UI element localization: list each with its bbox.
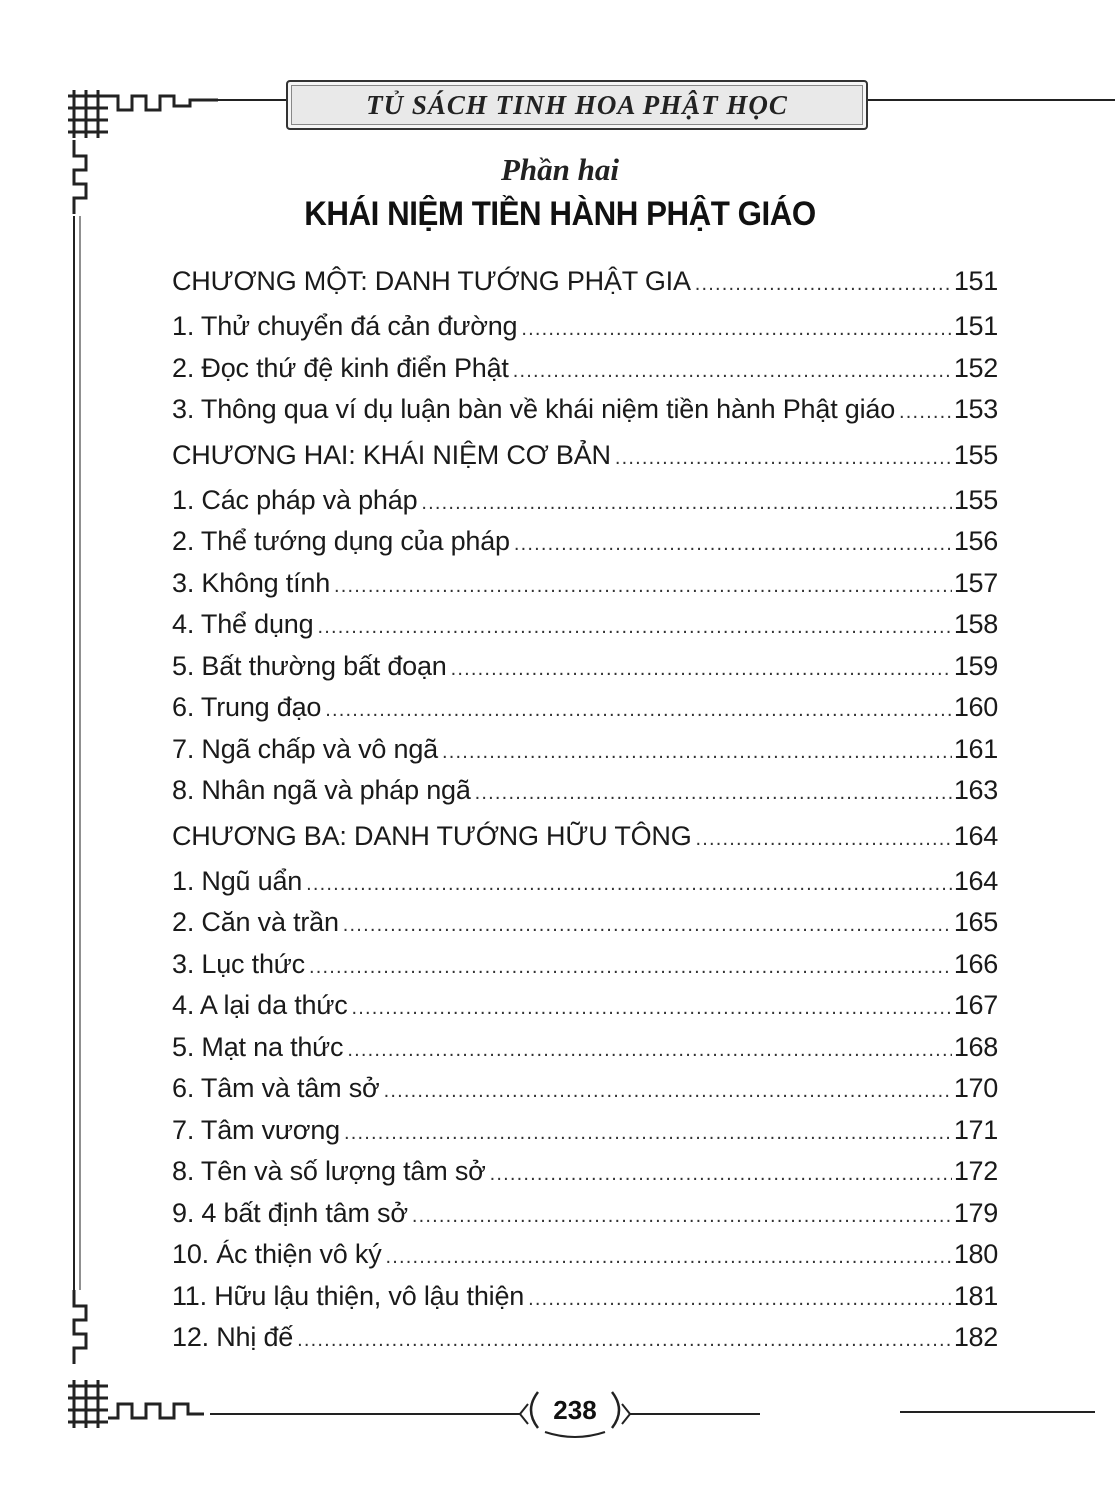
toc-entry-title: 5. Bất thường bất đoạn (172, 650, 447, 681)
toc-dot-leader (343, 905, 952, 947)
toc-entry-title: 8. Tên và số lượng tâm sở (172, 1156, 486, 1186)
toc-dot-leader (306, 864, 952, 906)
toc-page-number: 164 (953, 820, 998, 851)
toc-page-number: 180 (953, 1239, 998, 1269)
toc-chapter-title: CHƯƠNG BA: DANH TƯỚNG HỮU TÔNG (172, 820, 692, 851)
toc-page-number: 152 (953, 352, 998, 383)
toc-entry-row (172, 770, 998, 812)
toc-dot-leader (615, 434, 952, 483)
toc-entry-row (172, 1151, 998, 1193)
toc-page-number: 159 (953, 650, 998, 681)
toc-entry-title: 11. Hữu lậu thiện, vô lậu thiện (172, 1280, 525, 1311)
toc-entry-title: 9. 4 bất định tâm sở (172, 1197, 408, 1228)
toc-page-number: 151 (953, 266, 998, 296)
toc-page-number: 182 (953, 1322, 998, 1352)
toc-entry-row (172, 389, 998, 431)
toc-chapter-row (172, 257, 998, 306)
toc-entry-row (172, 729, 998, 771)
toc-page-number: 166 (953, 948, 998, 979)
toc-dot-leader (386, 1237, 952, 1279)
toc-dot-leader (352, 988, 952, 1030)
toc-entry-title: 10. Ác thiện vô ký (172, 1239, 382, 1269)
toc-entry-row (172, 944, 998, 986)
toc-page-number: 164 (953, 865, 998, 896)
toc-entry-title: 2. Đọc thứ đệ kinh điển Phật (172, 352, 509, 383)
toc-entry-title: 3. Lục thức (172, 948, 305, 979)
toc-page-number: 170 (953, 1073, 998, 1103)
toc-dot-leader (451, 649, 952, 691)
toc-entry-title: 1. Thử chuyển đá cản đường (172, 311, 518, 341)
toc-dot-leader (347, 1030, 951, 1072)
toc-chapter-title: CHƯƠNG MỘT: DANH TƯỚNG PHẬT GIA (172, 266, 691, 296)
toc-entry-row (172, 1276, 998, 1318)
toc-entry-row (172, 985, 998, 1027)
toc-page-number: 165 (953, 907, 998, 937)
toc-entry-title: 1. Ngũ uẩn (172, 865, 303, 896)
toc-dot-leader (317, 607, 951, 649)
toc-entry-title: 12. Nhị đế (172, 1322, 294, 1352)
toc-dot-leader (384, 1071, 952, 1113)
toc-page-number: 157 (953, 567, 998, 598)
toc-dot-leader (334, 566, 952, 608)
table-of-contents (172, 257, 998, 1359)
toc-entry-row (172, 306, 998, 348)
toc-entry-title: 1. Các pháp và pháp (172, 484, 418, 515)
toc-page-number: 153 (953, 394, 998, 424)
section-title: KHÁI NIỆM TIỀN HÀNH PHẬT GIÁO (304, 195, 816, 233)
toc-entry-row (172, 480, 998, 522)
toc-dot-leader (442, 732, 952, 774)
toc-entry-row (172, 348, 998, 390)
toc-entry-title: 8. Nhân ngã và pháp ngã (172, 775, 471, 805)
toc-dot-leader (475, 773, 952, 815)
toc-entry-title: 2. Thể tướng dụng của pháp (172, 526, 510, 556)
toc-chapter-row (172, 431, 998, 480)
toc-page-number: 163 (953, 775, 998, 805)
toc-dot-leader (521, 309, 951, 351)
toc-page-number: 167 (953, 990, 998, 1020)
toc-chapter-row (172, 812, 998, 861)
toc-entry-row (172, 563, 998, 605)
toc-entry-row (172, 604, 998, 646)
toc-entry-row (172, 1317, 998, 1359)
toc-dot-leader (421, 483, 951, 525)
toc-dot-leader (695, 260, 952, 309)
toc-dot-leader (899, 392, 952, 434)
toc-entry-title: 4. A lại da thức (172, 990, 348, 1020)
toc-entry-row (172, 902, 998, 944)
toc-dot-leader (412, 1196, 952, 1238)
toc-entry-row (172, 1027, 998, 1069)
toc-chapter-title: CHƯƠNG HAI: KHÁI NIỆM CƠ BẢN (172, 439, 611, 470)
toc-entry-row (172, 687, 998, 729)
toc-entry-title: 7. Ngã chấp và vô ngã (172, 733, 438, 764)
toc-entry-title: 6. Trung đạo (172, 692, 322, 722)
toc-entry-title: 4. Thể dụng (172, 609, 314, 639)
toc-dot-leader (513, 351, 952, 393)
toc-dot-leader (297, 1320, 952, 1362)
toc-page-number: 158 (953, 609, 998, 639)
toc-entry-row (172, 1110, 998, 1152)
toc-entry-row (172, 521, 998, 563)
toc-dot-leader (490, 1154, 952, 1196)
toc-entry-row (172, 1068, 998, 1110)
toc-entry-row (172, 646, 998, 688)
toc-page-number: 155 (953, 484, 998, 515)
toc-entry-title: 6. Tâm và tâm sở (172, 1073, 380, 1103)
toc-entry-title: 5. Mạt na thức (172, 1031, 344, 1062)
toc-dot-leader (309, 947, 952, 989)
toc-dot-leader (528, 1279, 952, 1321)
toc-page-number: 172 (953, 1156, 998, 1186)
toc-page-number: 161 (953, 733, 998, 764)
toc-entry-title: 2. Căn và trần (172, 907, 339, 937)
toc-entry-title: 3. Không tính (172, 567, 331, 598)
toc-dot-leader (514, 524, 952, 566)
toc-entry-title: 3. Thông qua ví dụ luận bàn về khái niệm tiền hành Phật giáo (172, 394, 896, 424)
toc-page-number: 181 (953, 1280, 998, 1311)
toc-dot-leader (325, 690, 952, 732)
toc-entry-row (172, 861, 998, 903)
toc-page-number: 160 (953, 692, 998, 722)
toc-page-number: 168 (953, 1031, 998, 1062)
toc-dot-leader (696, 815, 952, 864)
section-label: Phần hai (500, 152, 620, 187)
toc-page-number: 155 (953, 439, 998, 470)
series-header-box (286, 80, 868, 130)
toc-entry-row (172, 1234, 998, 1276)
toc-entry-row (172, 1193, 998, 1235)
toc-entry-title: 7. Tâm vương (172, 1114, 340, 1145)
toc-page-number: 151 (953, 311, 998, 341)
toc-page-number: 156 (953, 526, 998, 556)
series-title: TỦ SÁCH TINH HOA PHẬT HỌC (366, 89, 788, 120)
toc-dot-leader (344, 1113, 952, 1155)
page-number: 238 (553, 1395, 597, 1425)
toc-page-number: 171 (953, 1114, 998, 1145)
toc-page-number: 179 (953, 1197, 998, 1228)
